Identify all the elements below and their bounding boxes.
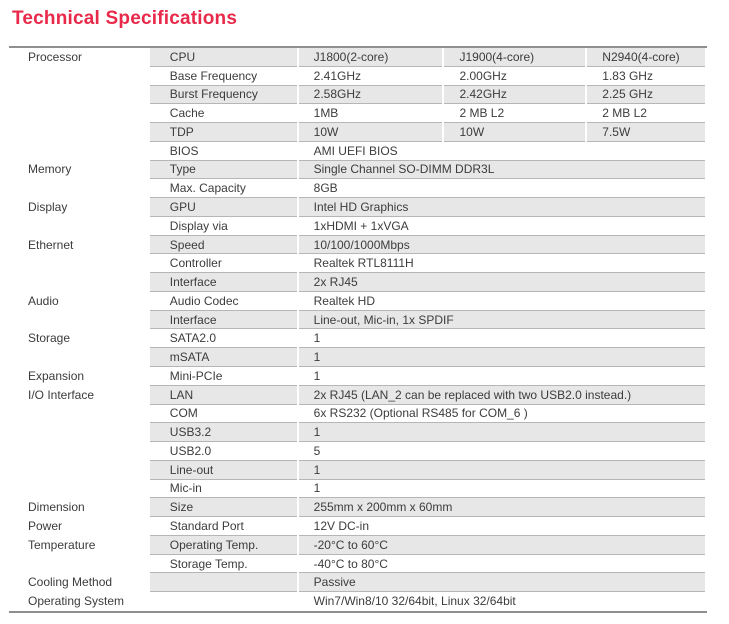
category-cell: Storage (11, 329, 148, 348)
category-cell (11, 86, 148, 105)
table-row (11, 423, 705, 442)
value-cell: 10W (444, 123, 585, 142)
table-row (11, 104, 705, 123)
value-cell: AMI UEFI BIOS (299, 142, 705, 161)
value-cell: 2.58GHz (299, 86, 443, 105)
table-row (11, 217, 705, 236)
attribute-cell: Audio Codec (150, 292, 297, 311)
category-cell (11, 461, 148, 480)
table-row (11, 592, 705, 611)
table-row (11, 405, 705, 424)
value-cell: 1.83 GHz (587, 67, 705, 86)
category-cell: Processor (11, 48, 148, 67)
attribute-cell: USB2.0 (150, 442, 297, 461)
table-row (11, 292, 705, 311)
value-cell: 8GB (299, 179, 705, 198)
category-cell (11, 311, 148, 330)
value-cell: 2.42GHz (444, 86, 585, 105)
attribute-cell: Line-out (150, 461, 297, 480)
category-cell (11, 348, 148, 367)
category-cell (11, 423, 148, 442)
value-cell: 2.25 GHz (587, 86, 705, 105)
attribute-cell: Size (150, 498, 297, 517)
table-row (11, 367, 705, 386)
attribute-cell: Cache (150, 104, 297, 123)
category-cell (11, 555, 148, 574)
value-cell: 1xHDMI + 1xVGA (299, 217, 705, 236)
table-row (11, 480, 705, 499)
attribute-cell (150, 573, 297, 592)
attribute-cell: Controller (150, 254, 297, 273)
table-row (11, 386, 705, 405)
value-cell: 1 (299, 367, 705, 386)
table-row (11, 311, 705, 330)
value-cell: 255mm x 200mm x 60mm (299, 498, 705, 517)
attribute-cell: LAN (150, 386, 297, 405)
table-row (11, 254, 705, 273)
spec-table-body (11, 48, 705, 611)
table-row (11, 198, 705, 217)
table-row (11, 273, 705, 292)
value-cell: Passive (299, 573, 705, 592)
attribute-cell (150, 592, 297, 611)
value-cell: Realtek HD (299, 292, 705, 311)
value-cell: -20°C to 60°C (299, 536, 705, 555)
category-cell (11, 273, 148, 292)
category-cell: Ethernet (11, 236, 148, 255)
value-cell: -40°C to 80°C (299, 555, 705, 574)
category-cell: Memory (11, 161, 148, 180)
value-cell: 2.00GHz (444, 67, 585, 86)
attribute-cell: Storage Temp. (150, 555, 297, 574)
attribute-cell: Mic-in (150, 480, 297, 499)
category-cell (11, 405, 148, 424)
category-cell: Power (11, 517, 148, 536)
attribute-cell: SATA2.0 (150, 329, 297, 348)
value-cell: 1 (299, 461, 705, 480)
value-cell: 2 MB L2 (444, 104, 585, 123)
attribute-cell: Operating Temp. (150, 536, 297, 555)
attribute-cell: Standard Port (150, 517, 297, 536)
category-cell: Expansion (11, 367, 148, 386)
category-cell (11, 67, 148, 86)
value-cell: 2.41GHz (299, 67, 443, 86)
value-cell: 10/100/1000Mbps (299, 236, 705, 255)
value-cell: 10W (299, 123, 443, 142)
value-cell: 1 (299, 329, 705, 348)
table-row (11, 517, 705, 536)
attribute-cell: CPU (150, 48, 297, 67)
category-cell: I/O Interface (11, 386, 148, 405)
attribute-cell: Speed (150, 236, 297, 255)
attribute-cell: USB3.2 (150, 423, 297, 442)
attribute-cell: mSATA (150, 348, 297, 367)
attribute-cell: TDP (150, 123, 297, 142)
table-row (11, 442, 705, 461)
value-cell: 1 (299, 348, 705, 367)
table-row (11, 236, 705, 255)
category-cell (11, 179, 148, 198)
value-cell: 2x RJ45 (LAN_2 can be replaced with two USB2.0 instead.) (299, 386, 705, 405)
category-cell: Operating System (11, 592, 148, 611)
value-cell: Realtek RTL8111H (299, 254, 705, 273)
value-cell: 6x RS232 (Optional RS485 for COM_6 ) (299, 405, 705, 424)
table-row (11, 536, 705, 555)
attribute-cell: Type (150, 161, 297, 180)
table-row (11, 86, 705, 105)
category-cell (11, 217, 148, 236)
table-row (11, 555, 705, 574)
value-cell: 2 MB L2 (587, 104, 705, 123)
value-cell: 12V DC-in (299, 517, 705, 536)
table-row (11, 498, 705, 517)
table-row (11, 461, 705, 480)
value-cell: 7.5W (587, 123, 705, 142)
table-row (11, 573, 705, 592)
value-cell: 1 (299, 423, 705, 442)
value-cell: Line-out, Mic-in, 1x SPDIF (299, 311, 705, 330)
category-cell (11, 254, 148, 273)
category-cell (11, 123, 148, 142)
table-row (11, 142, 705, 161)
value-cell: 1MB (299, 104, 443, 123)
category-cell: Display (11, 198, 148, 217)
value-cell: Single Channel SO-DIMM DDR3L (299, 161, 705, 180)
value-cell: Intel HD Graphics (299, 198, 705, 217)
table-row (11, 67, 705, 86)
table-row (11, 123, 705, 142)
category-cell (11, 104, 148, 123)
value-cell: 1 (299, 480, 705, 499)
attribute-cell: Display via (150, 217, 297, 236)
category-cell: Cooling Method (11, 573, 148, 592)
page-title: Technical Specifications (12, 8, 238, 29)
table-row (11, 348, 705, 367)
attribute-cell: Mini-PCIe (150, 367, 297, 386)
category-cell (11, 442, 148, 461)
spec-table (9, 46, 707, 613)
table-row (11, 48, 705, 67)
table-row (11, 179, 705, 198)
attribute-cell: BIOS (150, 142, 297, 161)
attribute-cell: Base Frequency (150, 67, 297, 86)
value-cell: Win7/Win8/10 32/64bit, Linux 32/64bit (313, 594, 516, 609)
value-cell: J1800(2-core) (299, 48, 443, 67)
value-cell: N2940(4-core) (587, 48, 705, 67)
table-row (11, 329, 705, 348)
value-cell: 2x RJ45 (299, 273, 705, 292)
attribute-cell: COM (150, 405, 297, 424)
category-cell: Temperature (11, 536, 148, 555)
value-cell: 5 (299, 442, 705, 461)
category-cell: Dimension (11, 498, 148, 517)
category-cell (11, 142, 148, 161)
attribute-cell: Interface (150, 311, 297, 330)
attribute-cell: Max. Capacity (150, 179, 297, 198)
category-cell (11, 480, 148, 499)
category-cell: Audio (11, 292, 148, 311)
attribute-cell: Burst Frequency (150, 86, 297, 105)
attribute-cell: GPU (150, 198, 297, 217)
table-row (11, 161, 705, 180)
value-cell: J1900(4-core) (444, 48, 585, 67)
attribute-cell: Interface (150, 273, 297, 292)
